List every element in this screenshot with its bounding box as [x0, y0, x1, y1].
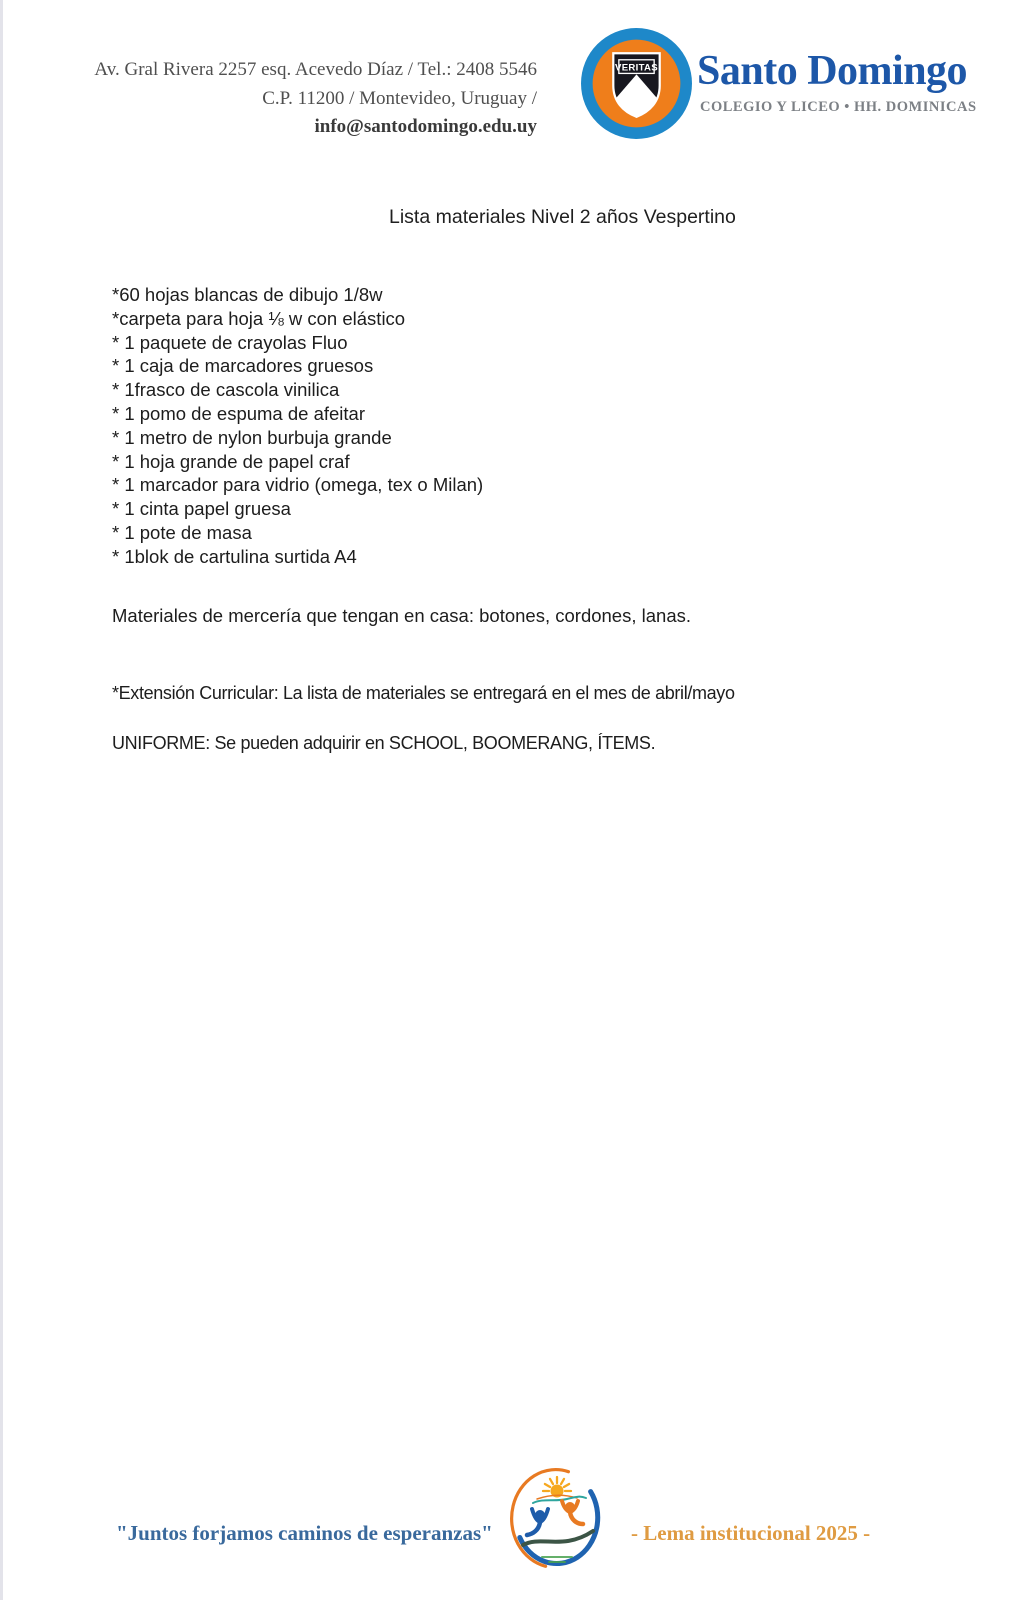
- list-item: * 1 cinta papel gruesa: [112, 498, 291, 520]
- figure-blue-icon: [527, 1509, 548, 1535]
- footer-lema: - Lema institucional 2025 -: [631, 1521, 871, 1545]
- merceria-note: Materiales de mercería que tengan en casa: botones, cordones, lanas.: [112, 605, 691, 626]
- list-item: * 1 pomo de espuma de afeitar: [112, 402, 365, 424]
- contact-line-2-text: C.P. 11200 / Montevideo, Uruguay /: [262, 87, 537, 109]
- footer-quote: "Juntos forjamos caminos de esperanzas": [116, 1521, 493, 1545]
- document-title: Lista materiales Nivel 2 años Vespertino: [389, 206, 736, 228]
- list-item: *60 hojas blancas de dibujo 1/8w: [112, 284, 383, 305]
- contact-block: [43, 56, 537, 142]
- contact-email: info@santodomingo.edu.uy: [314, 116, 537, 137]
- footer-emblem-icon: [503, 1461, 611, 1577]
- list-item: * 1 paquete de crayolas Fluo: [112, 331, 348, 353]
- crest-motto-text: VERITAS: [615, 62, 658, 74]
- uniform-note: UNIFORME: Se pueden adquirir en SCHOOL, BOOMERANG, ÍTEMS.: [112, 733, 656, 753]
- school-crest-icon: [580, 27, 693, 140]
- list-item: * 1 metro de nylon burbuja grande: [112, 426, 392, 448]
- materials-list: [112, 283, 483, 569]
- contact-line-1: Av. Gral Rivera 2257 esq. Acevedo Díaz / Tel.: 2408 5546: [94, 59, 537, 80]
- list-item: *carpeta para hoja ⅛ w con elástico: [112, 307, 406, 329]
- school-subtitle: COLEGIO Y LICEO • HH. DOMINICAS: [700, 99, 977, 115]
- figure-orange-icon: [562, 1501, 583, 1524]
- list-item: * 1frasco de cascola vinilica: [112, 379, 340, 401]
- extension-note: *Extensión Curricular: La lista de materiales se entregará en el mes de abril/mayo: [112, 683, 735, 703]
- list-item: * 1 marcador para vidrio (omega, tex o Milan): [112, 474, 484, 496]
- school-name: Santo Domingo: [697, 48, 968, 94]
- list-item: * 1blok de cartulina surtida A4: [112, 545, 357, 567]
- list-item: * 1 caja de marcadores gruesos: [112, 355, 374, 377]
- list-item: * 1 hoja grande de papel craf: [112, 450, 350, 472]
- contact-line-2: [43, 85, 537, 142]
- list-item: * 1 pote de masa: [112, 521, 252, 543]
